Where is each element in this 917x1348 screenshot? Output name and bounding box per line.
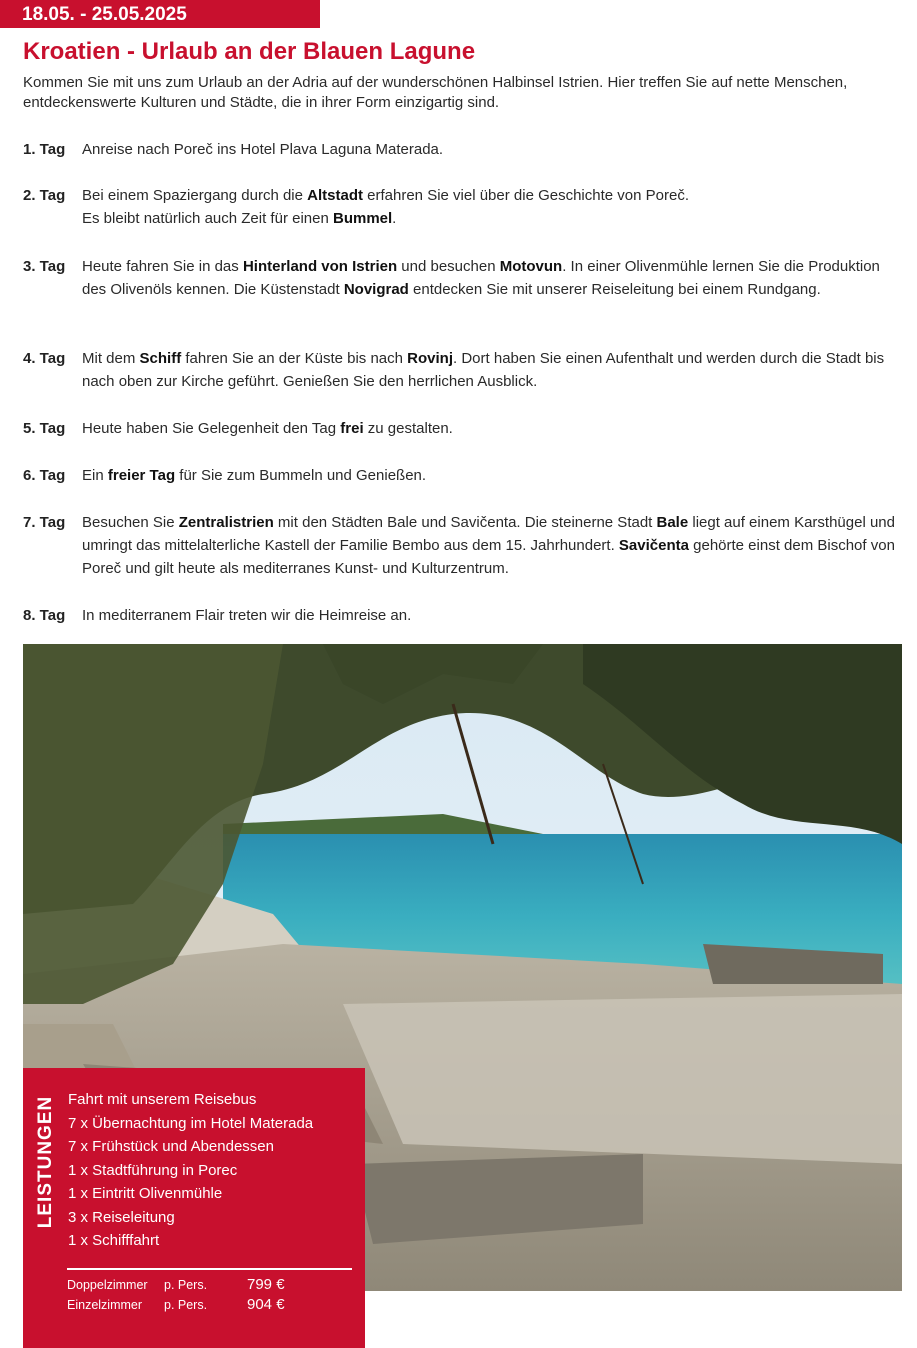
highlight-text: frei bbox=[340, 420, 364, 437]
room-type: Doppelzimmer bbox=[67, 1278, 148, 1292]
day-description bbox=[82, 511, 903, 580]
day-label: 3. Tag bbox=[23, 258, 66, 275]
description-text: mit den Städten Bale und Savičenta. Die steinerne Stadt bbox=[273, 514, 657, 531]
services-list bbox=[68, 1088, 313, 1253]
service-item: 1 x Eintritt Olivenmühle bbox=[68, 1185, 223, 1202]
highlight-text: Zentralistrien bbox=[178, 514, 274, 531]
day-2 bbox=[23, 184, 903, 230]
description-text: In mediterranem Flair treten wir die Heimreise an. bbox=[82, 607, 412, 624]
highlight-text: Rovinj bbox=[407, 350, 454, 367]
description-text: und besuchen bbox=[397, 258, 500, 275]
highlight-text: Schiff bbox=[139, 350, 182, 367]
service-item: 3 x Reiseleitung bbox=[68, 1208, 175, 1226]
description-text: Anreise nach Poreč ins Hotel Plava Laguna Materada. bbox=[82, 141, 444, 158]
services-heading: LEISTUNGEN bbox=[35, 1095, 56, 1229]
day-6 bbox=[23, 464, 903, 487]
highlight-text: freier Tag bbox=[107, 467, 176, 484]
page-title: Kroatien - Urlaub an der Blauen Lagune bbox=[23, 38, 476, 65]
description-text: Bei einem Spaziergang durch die bbox=[82, 187, 308, 204]
description-text: Besuchen Sie bbox=[82, 514, 179, 531]
services-box bbox=[23, 1068, 365, 1348]
highlight-text: Altstadt bbox=[307, 187, 363, 204]
description-text: Mit dem bbox=[82, 350, 140, 367]
day-label: 1. Tag bbox=[23, 141, 66, 158]
service-item: 1 x Schifffahrt bbox=[68, 1232, 160, 1249]
price-amount: 799 € bbox=[247, 1276, 285, 1293]
day-description bbox=[82, 184, 903, 230]
description-text: Ein bbox=[82, 467, 108, 484]
highlight-text: Novigrad bbox=[343, 281, 409, 298]
highlight-text: Motovun bbox=[499, 258, 563, 275]
day-description bbox=[82, 255, 903, 301]
description-text: . In einer Olivenmühle lernen Sie die Produktion des Olivenöls kennen. Die Küstenstadt bbox=[82, 258, 880, 298]
day-5 bbox=[23, 417, 903, 440]
day-description bbox=[82, 347, 903, 393]
day-label: 2. Tag bbox=[23, 187, 66, 204]
day-description bbox=[82, 138, 903, 161]
price-unit: p. Pers. bbox=[164, 1278, 208, 1292]
services-heading-container bbox=[32, 1092, 60, 1232]
day-label: 5. Tag bbox=[23, 420, 66, 437]
description-text: . Dort haben Sie einen Aufenthalt und werden durch die Stadt bis nach oben zur Kirche geführt. Genießen Sie den herrlichen Ausblick. bbox=[82, 350, 885, 390]
description-text: für Sie zum Bummeln und Genießen. bbox=[175, 467, 427, 484]
intro-text: Kommen Sie mit uns zum Urlaub an der Adria auf der wunderschönen Halbinsel Istrien. Hier treffen Sie auf nette Menschen, entdeckenswerte Kulturen und Städte, die in ihrer Form einzigartig sind. bbox=[23, 74, 848, 111]
room-type: Einzelzimmer bbox=[67, 1298, 143, 1312]
description-text: Es bleibt natürlich auch Zeit für einen bbox=[82, 210, 333, 227]
description-text: gehörte einst dem Bischof von Poreč und gilt heute als mediterranes Kunst- und Kulturzentrum. bbox=[82, 537, 895, 577]
day-description bbox=[82, 417, 903, 440]
description-text: zu gestalten. bbox=[363, 420, 453, 437]
description-text: Heute haben Sie Gelegenheit den Tag bbox=[82, 420, 341, 437]
price-divider bbox=[67, 1268, 352, 1270]
service-item: 1 x Stadtführung in Porec bbox=[68, 1161, 238, 1179]
day-1 bbox=[23, 138, 903, 161]
service-item: 7 x Übernachtung im Hotel Materada bbox=[68, 1114, 314, 1132]
day-label: 8. Tag bbox=[23, 607, 66, 624]
service-item: 7 x Frühstück und Abendessen bbox=[68, 1138, 274, 1155]
day-label: 6. Tag bbox=[23, 467, 66, 484]
day-8 bbox=[23, 604, 903, 627]
highlight-text: Savičenta bbox=[618, 537, 689, 554]
description-text: entdecken Sie mit unserer Reiseleitung bei einem Rundgang. bbox=[408, 281, 821, 298]
description-text: liegt auf einem Karsthügel und umringt das mittelalterliche Kastell der Familie Bembo aus dem 15. Jahrhundert. bbox=[82, 514, 895, 554]
day-label: 7. Tag bbox=[23, 514, 66, 531]
description-text: erfahren Sie viel über die Geschichte von Poreč. bbox=[362, 187, 689, 204]
day-4 bbox=[23, 347, 903, 393]
day-description bbox=[82, 464, 903, 487]
description-text: fahren Sie an der Küste bis nach bbox=[181, 350, 408, 367]
highlight-text: Hinterland von Istrien bbox=[242, 258, 398, 275]
description-text: Heute fahren Sie in das bbox=[82, 258, 243, 275]
day-7 bbox=[23, 511, 903, 580]
day-description bbox=[82, 604, 903, 627]
price-amount: 904 € bbox=[247, 1296, 285, 1313]
highlight-text: Bummel bbox=[332, 210, 393, 227]
day-3 bbox=[23, 255, 903, 301]
day-label: 4. Tag bbox=[23, 350, 66, 367]
description-text: . bbox=[392, 210, 397, 227]
service-item: Fahrt mit unserem Reisebus bbox=[68, 1091, 257, 1108]
price-unit: p. Pers. bbox=[164, 1298, 208, 1312]
date-range: 18.05. - 25.05.2025 bbox=[22, 4, 187, 25]
date-range-banner bbox=[0, 0, 320, 28]
highlight-text: Bale bbox=[656, 514, 689, 531]
